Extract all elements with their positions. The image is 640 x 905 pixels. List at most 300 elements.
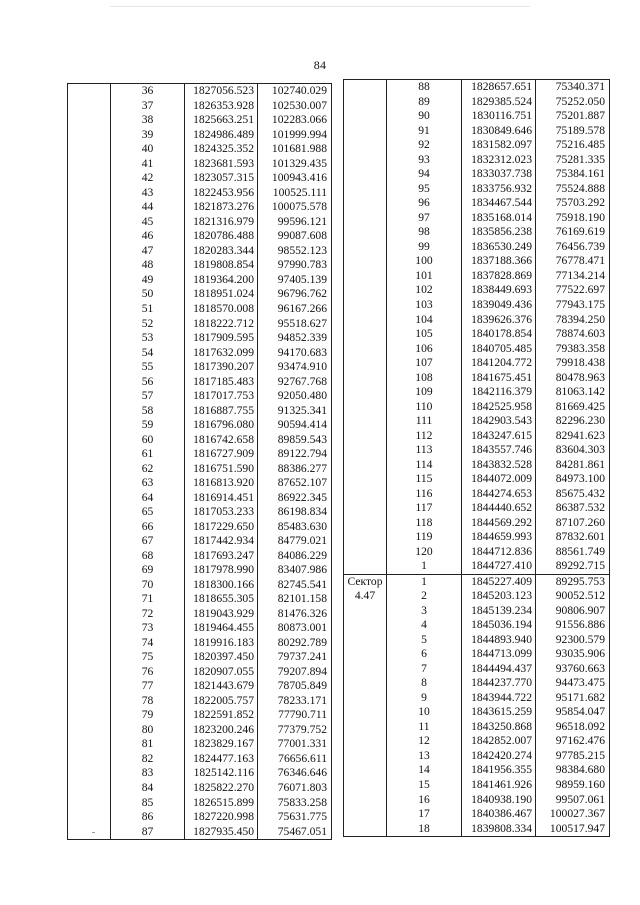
y-coordinate-cell: 102283.066 <box>258 113 332 128</box>
x-coordinate-cell: 1844569.292 <box>462 515 536 530</box>
sector-cell <box>344 807 387 822</box>
x-coordinate-cell: 1844712.836 <box>462 545 536 560</box>
sector-cell <box>344 705 387 720</box>
table-row <box>68 142 332 157</box>
point-number-cell: 5 <box>387 633 462 648</box>
sector-cell <box>68 563 111 578</box>
coordinates-table-right <box>343 79 610 837</box>
x-coordinate-cell: 1829385.524 <box>462 95 536 110</box>
sector-cell <box>68 418 111 433</box>
x-coordinate-cell: 1823200.246 <box>185 723 258 738</box>
sector-cell <box>344 370 387 385</box>
table-row <box>68 200 332 215</box>
table-row <box>344 327 610 342</box>
x-coordinate-cell: 1819916.183 <box>185 636 258 651</box>
table-row <box>344 778 610 793</box>
y-coordinate-cell: 84281.861 <box>536 457 610 472</box>
sector-cell <box>344 414 387 429</box>
point-number-cell: 117 <box>387 501 462 516</box>
y-coordinate-cell: 98384.680 <box>536 763 610 778</box>
point-number-cell: 110 <box>387 399 462 414</box>
table-row <box>344 124 610 139</box>
x-coordinate-cell: 1818222.712 <box>185 316 258 331</box>
point-number-cell: 91 <box>387 124 462 139</box>
y-coordinate-cell: 96796.762 <box>258 287 332 302</box>
table-row <box>68 636 332 651</box>
x-coordinate-cell: 1827935.450 <box>185 824 258 839</box>
y-coordinate-cell: 86922.345 <box>258 490 332 505</box>
table-row <box>68 781 332 796</box>
point-number-cell: 102 <box>387 283 462 298</box>
x-coordinate-cell: 1836530.249 <box>462 240 536 255</box>
x-coordinate-cell: 1843557.746 <box>462 443 536 458</box>
x-coordinate-cell: 1817978.990 <box>185 563 258 578</box>
table-row <box>68 360 332 375</box>
point-number-cell: 77 <box>111 679 185 694</box>
table-row <box>68 679 332 694</box>
x-coordinate-cell: 1820397.450 <box>185 650 258 665</box>
y-coordinate-cell: 81669.425 <box>536 399 610 414</box>
y-coordinate-cell: 83407.986 <box>258 563 332 578</box>
y-coordinate-cell: 75189.578 <box>536 124 610 139</box>
table-row <box>344 457 610 472</box>
point-number-cell: 3 <box>387 604 462 619</box>
x-coordinate-cell: 1845139.234 <box>462 604 536 619</box>
sector-cell <box>68 258 111 273</box>
x-coordinate-cell: 1843944.722 <box>462 691 536 706</box>
x-coordinate-cell: 1827056.523 <box>185 84 258 99</box>
sector-cell <box>68 723 111 738</box>
sector-cell <box>344 545 387 560</box>
table-row <box>68 665 332 680</box>
y-coordinate-cell: 85483.630 <box>258 519 332 534</box>
coordinates-table-left-body <box>68 84 332 840</box>
point-number-cell: 12 <box>387 734 462 749</box>
point-number-cell: 6 <box>387 647 462 662</box>
table-row <box>344 807 610 822</box>
x-coordinate-cell: 1823681.593 <box>185 157 258 172</box>
sector-cell <box>68 679 111 694</box>
sector-cell <box>68 244 111 259</box>
x-coordinate-cell: 1844072.009 <box>462 472 536 487</box>
table-row <box>68 737 332 752</box>
sector-cell <box>68 578 111 593</box>
y-coordinate-cell: 75833.258 <box>258 795 332 810</box>
sector-cell <box>344 501 387 516</box>
point-number-cell: 11 <box>387 720 462 735</box>
point-number-cell: 84 <box>111 781 185 796</box>
point-number-cell: 67 <box>111 534 185 549</box>
point-number-cell: 79 <box>111 708 185 723</box>
sector-cell <box>344 821 387 836</box>
point-number-cell: 16 <box>387 792 462 807</box>
y-coordinate-cell: 81476.326 <box>258 607 332 622</box>
sector-cell <box>68 403 111 418</box>
table-row <box>68 461 332 476</box>
sector-cell <box>344 749 387 764</box>
point-number-cell: 49 <box>111 273 185 288</box>
x-coordinate-cell: 1819043.929 <box>185 607 258 622</box>
x-coordinate-cell: 1818300.166 <box>185 578 258 593</box>
point-number-cell: 119 <box>387 530 462 545</box>
x-coordinate-cell: 1844440.652 <box>462 501 536 516</box>
x-coordinate-cell: 1841956.355 <box>462 763 536 778</box>
coordinates-table-left <box>67 83 332 840</box>
point-number-cell: 62 <box>111 461 185 476</box>
table-row <box>344 821 610 836</box>
y-coordinate-cell: 100525.111 <box>258 186 332 201</box>
point-number-cell: 96 <box>387 196 462 211</box>
point-number-cell: 82 <box>111 752 185 767</box>
x-coordinate-cell: 1819808.854 <box>185 258 258 273</box>
x-coordinate-cell: 1817017.753 <box>185 389 258 404</box>
sector-cell <box>68 113 111 128</box>
x-coordinate-cell: 1822005.757 <box>185 694 258 709</box>
y-coordinate-cell: 76071.803 <box>258 781 332 796</box>
x-coordinate-cell: 1819464.455 <box>185 621 258 636</box>
x-coordinate-cell: 1830849.646 <box>462 124 536 139</box>
point-number-cell: 104 <box>387 312 462 327</box>
point-number-cell: 36 <box>111 84 185 99</box>
y-coordinate-cell: 76456.739 <box>536 240 610 255</box>
sector-cell <box>344 734 387 749</box>
sector-cell <box>344 662 387 677</box>
table-row <box>344 705 610 720</box>
point-number-cell: 59 <box>111 418 185 433</box>
table-row <box>68 244 332 259</box>
point-number-cell: 43 <box>111 186 185 201</box>
point-number-cell: 95 <box>387 182 462 197</box>
table-row <box>344 80 610 95</box>
x-coordinate-cell: 1817693.247 <box>185 549 258 564</box>
y-coordinate-cell: 94170.683 <box>258 345 332 360</box>
sector-cell <box>68 84 111 99</box>
y-coordinate-cell: 89122.794 <box>258 447 332 462</box>
x-coordinate-cell: 1817442.934 <box>185 534 258 549</box>
x-coordinate-cell: 1823829.167 <box>185 737 258 752</box>
table-row <box>68 810 332 825</box>
x-coordinate-cell: 1842116.379 <box>462 385 536 400</box>
sector-cell <box>68 389 111 404</box>
table-row <box>68 447 332 462</box>
y-coordinate-cell: 86387.532 <box>536 501 610 516</box>
x-coordinate-cell: 1833037.738 <box>462 167 536 182</box>
sector-cell <box>344 240 387 255</box>
y-coordinate-cell: 101999.994 <box>258 128 332 143</box>
table-row <box>344 370 610 385</box>
coordinates-table-right-body <box>344 80 610 837</box>
table-row <box>68 374 332 389</box>
table-row <box>68 534 332 549</box>
sector-cell <box>68 476 111 491</box>
y-coordinate-cell: 92300.579 <box>536 633 610 648</box>
point-number-cell: 54 <box>111 345 185 360</box>
point-number-cell: 57 <box>111 389 185 404</box>
table-row <box>344 559 610 574</box>
point-number-cell: 10 <box>387 705 462 720</box>
point-number-cell: 13 <box>387 749 462 764</box>
point-number-cell: 50 <box>111 287 185 302</box>
table-row <box>344 515 610 530</box>
y-coordinate-cell: 88561.749 <box>536 545 610 560</box>
x-coordinate-cell: 1843247.615 <box>462 428 536 443</box>
point-number-cell: 112 <box>387 428 462 443</box>
x-coordinate-cell: 1822591.852 <box>185 708 258 723</box>
table-row <box>68 621 332 636</box>
point-number-cell: 60 <box>111 432 185 447</box>
table-row <box>344 443 610 458</box>
x-coordinate-cell: 1816751.590 <box>185 461 258 476</box>
sector-cell <box>344 327 387 342</box>
table-row <box>68 273 332 288</box>
x-coordinate-cell: 1844274.653 <box>462 486 536 501</box>
table-row <box>68 316 332 331</box>
sector-cell <box>344 472 387 487</box>
sector-cell <box>68 752 111 767</box>
sector-cell <box>344 792 387 807</box>
sector-cell <box>344 341 387 356</box>
x-coordinate-cell: 1826515.899 <box>185 795 258 810</box>
table-row <box>344 269 610 284</box>
y-coordinate-cell: 75384.161 <box>536 167 610 182</box>
y-coordinate-cell: 76169.619 <box>536 225 610 240</box>
x-coordinate-cell: 1821873.276 <box>185 200 258 215</box>
table-row <box>344 385 610 400</box>
x-coordinate-cell: 1825663.251 <box>185 113 258 128</box>
sector-cell <box>344 676 387 691</box>
table-row <box>344 196 610 211</box>
sector-label-line1: Сектор <box>344 574 387 589</box>
x-coordinate-cell: 1824325.352 <box>185 142 258 157</box>
table-row <box>68 708 332 723</box>
point-number-cell: 17 <box>387 807 462 822</box>
sector-cell <box>344 167 387 182</box>
sector-cell <box>68 200 111 215</box>
point-number-cell: 94 <box>387 167 462 182</box>
point-number-cell: 93 <box>387 153 462 168</box>
sector-cell <box>68 708 111 723</box>
point-number-cell: 120 <box>387 545 462 560</box>
point-number-cell: 2 <box>387 589 462 604</box>
y-coordinate-cell: 100943.416 <box>258 171 332 186</box>
sector-cell <box>344 80 387 95</box>
point-number-cell: 76 <box>111 665 185 680</box>
x-coordinate-cell: 1844713.099 <box>462 647 536 662</box>
y-coordinate-cell: 101681.988 <box>258 142 332 157</box>
point-number-cell: 41 <box>111 157 185 172</box>
y-coordinate-cell: 77134.214 <box>536 269 610 284</box>
x-coordinate-cell: 1842420.274 <box>462 749 536 764</box>
x-coordinate-cell: 1825142.116 <box>185 766 258 781</box>
table-row <box>344 167 610 182</box>
sector-cell <box>344 153 387 168</box>
table-row <box>344 95 610 110</box>
y-coordinate-cell: 75703.292 <box>536 196 610 211</box>
sector-cell <box>68 374 111 389</box>
point-number-cell: 78 <box>111 694 185 709</box>
point-number-cell: 109 <box>387 385 462 400</box>
x-coordinate-cell: 1824477.163 <box>185 752 258 767</box>
x-coordinate-cell: 1844237.770 <box>462 676 536 691</box>
x-coordinate-cell: 1817229.650 <box>185 519 258 534</box>
y-coordinate-cell: 87107.260 <box>536 515 610 530</box>
table-row <box>68 418 332 433</box>
sector-cell <box>344 298 387 313</box>
point-number-cell: 55 <box>111 360 185 375</box>
y-coordinate-cell: 78705.849 <box>258 679 332 694</box>
table-row <box>344 604 610 619</box>
x-coordinate-cell: 1837188.366 <box>462 254 536 269</box>
sector-cell <box>68 665 111 680</box>
sector-cell <box>68 549 111 564</box>
y-coordinate-cell: 94473.475 <box>536 676 610 691</box>
y-coordinate-cell: 82941.623 <box>536 428 610 443</box>
point-number-cell: 101 <box>387 269 462 284</box>
y-coordinate-cell: 83604.303 <box>536 443 610 458</box>
sector-cell <box>344 182 387 197</box>
point-number-cell: 45 <box>111 215 185 230</box>
point-number-cell: 92 <box>387 138 462 153</box>
x-coordinate-cell: 1845036.194 <box>462 618 536 633</box>
sector-cell <box>68 171 111 186</box>
point-number-cell: 81 <box>111 737 185 752</box>
table-row <box>344 574 610 589</box>
sector-cell <box>68 128 111 143</box>
sector-cell <box>68 636 111 651</box>
sector-cell <box>68 650 111 665</box>
point-number-cell: 56 <box>111 374 185 389</box>
sector-cell <box>344 428 387 443</box>
x-coordinate-cell: 1816727.909 <box>185 447 258 462</box>
y-coordinate-cell: 80478.963 <box>536 370 610 385</box>
x-coordinate-cell: 1839626.376 <box>462 312 536 327</box>
sector-cell <box>344 486 387 501</box>
sector-cell <box>68 592 111 607</box>
point-number-cell: 107 <box>387 356 462 371</box>
sector-cell <box>68 534 111 549</box>
x-coordinate-cell: 1818570.008 <box>185 302 258 317</box>
table-row <box>68 171 332 186</box>
point-number-cell: 15 <box>387 778 462 793</box>
table-row <box>344 662 610 677</box>
y-coordinate-cell: 92767.768 <box>258 374 332 389</box>
y-coordinate-cell: 100517.947 <box>536 821 610 836</box>
table-row <box>68 766 332 781</box>
y-coordinate-cell: 77001.331 <box>258 737 332 752</box>
y-coordinate-cell: 85675.432 <box>536 486 610 501</box>
sector-cell <box>68 505 111 520</box>
x-coordinate-cell: 1842903.543 <box>462 414 536 429</box>
y-coordinate-cell: 78233.171 <box>258 694 332 709</box>
sector-cell <box>68 302 111 317</box>
table-row <box>68 215 332 230</box>
y-coordinate-cell: 75281.335 <box>536 153 610 168</box>
sector-cell <box>68 519 111 534</box>
point-number-cell: 53 <box>111 331 185 346</box>
table-row <box>344 647 610 662</box>
x-coordinate-cell: 1831582.097 <box>462 138 536 153</box>
table-row <box>68 795 332 810</box>
x-coordinate-cell: 1843250.868 <box>462 720 536 735</box>
y-coordinate-cell: 76346.646 <box>258 766 332 781</box>
point-number-cell: 42 <box>111 171 185 186</box>
table-row <box>344 312 610 327</box>
sector-cell <box>344 211 387 226</box>
sector-cell <box>68 316 111 331</box>
sector-cell <box>68 607 111 622</box>
table-row <box>68 229 332 244</box>
x-coordinate-cell: 1844893.940 <box>462 633 536 648</box>
point-number-cell: 71 <box>111 592 185 607</box>
point-number-cell: 80 <box>111 723 185 738</box>
x-coordinate-cell: 1820907.055 <box>185 665 258 680</box>
x-coordinate-cell: 1842525.958 <box>462 399 536 414</box>
point-number-cell: 44 <box>111 200 185 215</box>
sector-cell <box>68 490 111 505</box>
sector-cell <box>344 109 387 124</box>
point-number-cell: 70 <box>111 578 185 593</box>
table-row <box>344 589 610 604</box>
x-coordinate-cell: 1835856.238 <box>462 225 536 240</box>
point-number-cell: 61 <box>111 447 185 462</box>
sector-cell <box>68 99 111 114</box>
sector-cell <box>68 810 111 825</box>
y-coordinate-cell: 77790.711 <box>258 708 332 723</box>
point-number-cell: 8 <box>387 676 462 691</box>
point-number-cell: 1 <box>387 574 462 589</box>
y-coordinate-cell: 97405.139 <box>258 273 332 288</box>
y-coordinate-cell: 91556.886 <box>536 618 610 633</box>
point-number-cell: 113 <box>387 443 462 458</box>
table-row <box>68 331 332 346</box>
sector-cell <box>344 385 387 400</box>
sector-cell <box>344 763 387 778</box>
point-number-cell: 90 <box>387 109 462 124</box>
y-coordinate-cell: 97990.783 <box>258 258 332 273</box>
y-coordinate-cell: 87832.601 <box>536 530 610 545</box>
y-coordinate-cell: 94852.339 <box>258 331 332 346</box>
sector-cell <box>344 633 387 648</box>
y-coordinate-cell: 87652.107 <box>258 476 332 491</box>
table-row <box>344 734 610 749</box>
point-number-cell: 89 <box>387 95 462 110</box>
x-coordinate-cell: 1844494.437 <box>462 662 536 677</box>
y-coordinate-cell: 90806.907 <box>536 604 610 619</box>
x-coordinate-cell: 1840705.485 <box>462 341 536 356</box>
y-coordinate-cell: 98552.123 <box>258 244 332 259</box>
x-coordinate-cell: 1843832.528 <box>462 457 536 472</box>
sector-cell <box>68 186 111 201</box>
y-coordinate-cell: 75524.888 <box>536 182 610 197</box>
sector-cell <box>68 795 111 810</box>
sector-cell <box>344 225 387 240</box>
table-row <box>344 633 610 648</box>
sector-cell <box>68 694 111 709</box>
x-coordinate-cell: 1842852.007 <box>462 734 536 749</box>
sector-cell <box>344 95 387 110</box>
table-row <box>344 472 610 487</box>
table-row <box>68 476 332 491</box>
y-coordinate-cell: 77379.752 <box>258 723 332 738</box>
point-number-cell: 100 <box>387 254 462 269</box>
point-number-cell: 14 <box>387 763 462 778</box>
y-coordinate-cell: 77943.175 <box>536 298 610 313</box>
table-row <box>68 650 332 665</box>
point-number-cell: 40 <box>111 142 185 157</box>
y-coordinate-cell: 84779.021 <box>258 534 332 549</box>
y-coordinate-cell: 81063.142 <box>536 385 610 400</box>
sector-cell <box>344 604 387 619</box>
